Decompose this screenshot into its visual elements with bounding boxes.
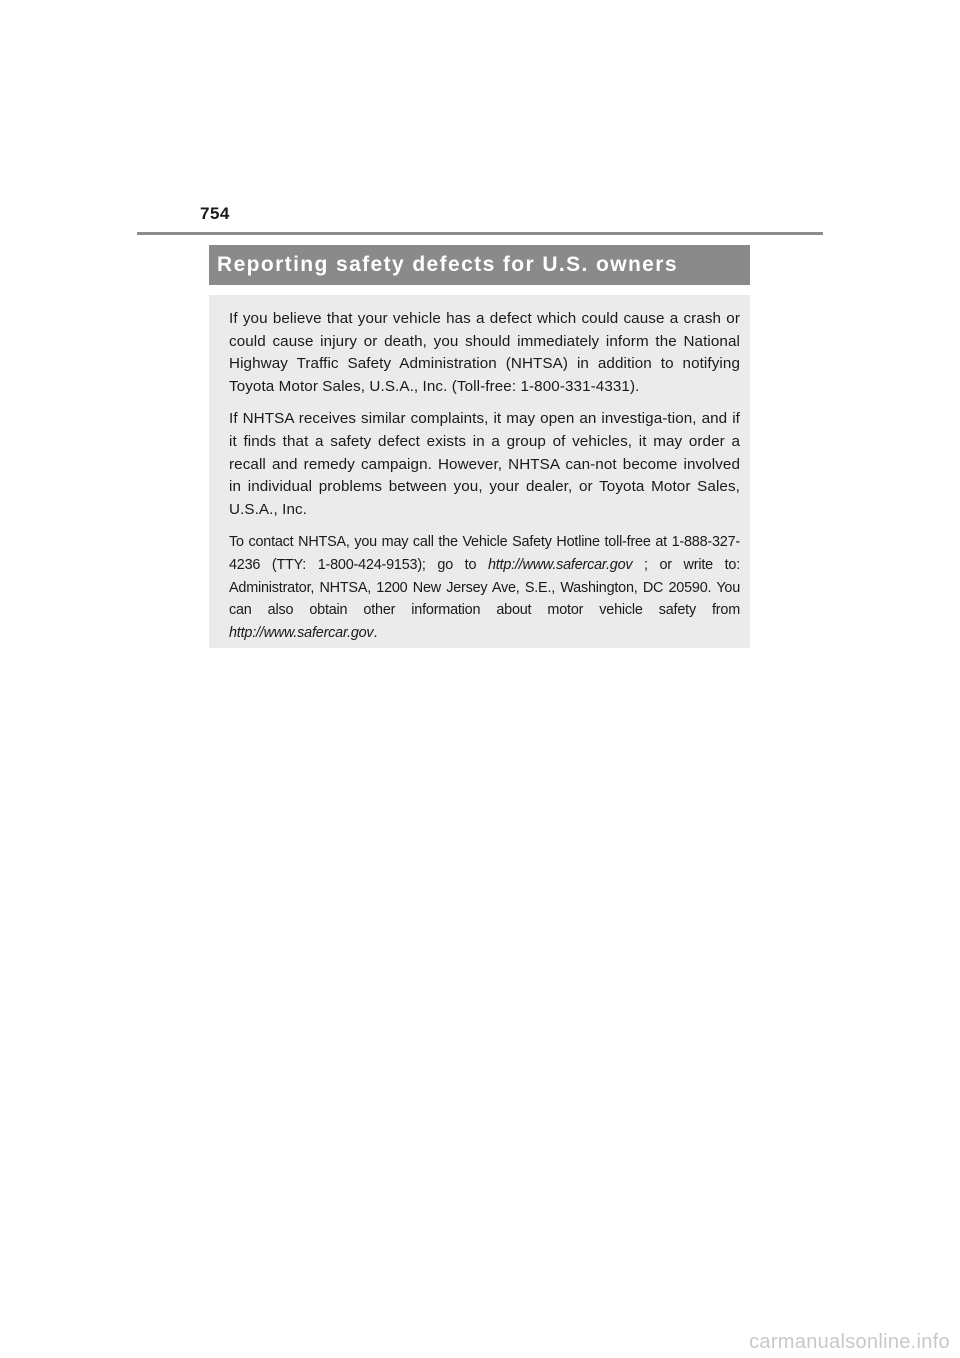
paragraph-investigation: If NHTSA receives similar complaints, it may open an investiga-tion, and if it finds that a safety defect exists in a group of vehicles, it may order a recall and remedy campaign. However, NHTSA can-not become involved in individual problems between you, your dealer, or Toyota Motor Sales, U.S.A., Inc. <box>229 410 740 518</box>
contact-intro-text: To contact NHTSA, you may call the Vehicle Safety Hotline toll-free at 1-888-327-4236 (TTY: 1-800-424-9153); go to <box>229 534 740 573</box>
header-divider <box>137 232 823 235</box>
safercar-link-2[interactable]: http://www.safercar.gov <box>229 624 374 641</box>
contact-mid-text: ; or write to: Administrator, NHTSA, 1200 New Jersey Ave, S.E., Washington, DC 20590. You can also obtain other information about motor vehicle safety from <box>229 556 741 619</box>
content-box <box>209 295 750 648</box>
paragraph-report-defect: If you believe that your vehicle has a defect which could cause a crash or could cause injury or death, you should immediately inform the National Highway Traffic Safety Administration (NHTSA) in addition to notifying Toyota Motor Sales, U.S.A., Inc. (Toll-free: 1-800-331-4331). <box>229 310 740 395</box>
section-title-bar <box>209 245 750 285</box>
paragraph-contact <box>229 531 740 644</box>
contact-end-text: . <box>373 624 378 641</box>
section-title: Reporting safety defects for U.S. owners <box>217 253 678 276</box>
watermark: carmanualsonline.info <box>749 1331 950 1353</box>
safercar-link[interactable]: http://www.safercar.gov <box>487 556 633 573</box>
page-number: 754 <box>200 204 230 223</box>
